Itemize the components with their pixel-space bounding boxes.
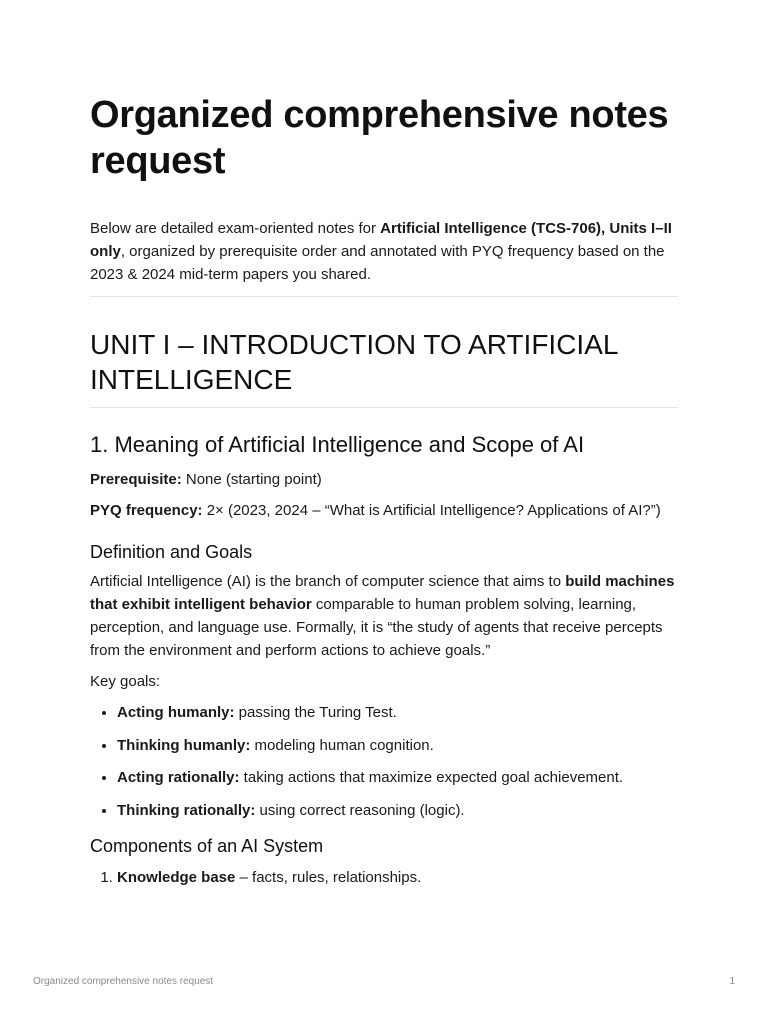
pyq-label: PYQ frequency: xyxy=(90,502,203,519)
key-goals-label: Key goals: xyxy=(90,673,161,690)
subheading-components: Components of an AI System xyxy=(90,835,324,856)
component-text: – facts, rules, relationships. xyxy=(235,868,422,886)
components-list xyxy=(90,866,678,889)
intro-bold-course: Artificial Intelligence (TCS-706), Units I–II only xyxy=(90,220,672,260)
prerequisite-line xyxy=(90,468,678,491)
definition-paragraph xyxy=(90,570,678,662)
list-item xyxy=(117,701,678,724)
definition-text-end: comparable to human problem solving, learning, perception, and language use. Formally, it is “the study of agents that receive percepts from the environment and perform actions to achieve goals.” xyxy=(90,596,663,659)
section-heading: 1. Meaning of Artificial Intelligence and Scope of AI xyxy=(90,432,585,457)
intro-text-end: , organized by prerequisite order and annotated with PYQ frequency based on the 2023 & 2024 mid-term papers you shared. xyxy=(90,243,665,283)
unit-heading: UNIT I – INTRODUCTION TO ARTIFICIAL INTELLIGENCE xyxy=(90,327,678,408)
goal-label: Thinking humanly: xyxy=(117,736,251,754)
key-goals-list xyxy=(90,701,678,822)
goal-text: passing the Turing Test. xyxy=(234,704,397,721)
page-number: 1 xyxy=(729,976,735,987)
pyq-frequency-line xyxy=(90,499,678,522)
footer-title: Organized comprehensive notes request xyxy=(33,976,214,987)
goal-label: Thinking rationally: xyxy=(117,801,256,819)
list-item xyxy=(117,799,678,822)
goal-text: using correct reasoning (logic). xyxy=(255,801,465,819)
list-item xyxy=(117,734,678,757)
definition-bold: build machines that exhibit intelligent behavior xyxy=(90,573,675,613)
goal-text: modeling human cognition. xyxy=(250,736,434,754)
intro-paragraph xyxy=(90,217,678,297)
list-item xyxy=(117,766,678,789)
document-page xyxy=(90,92,678,889)
page-footer xyxy=(33,976,735,987)
page-title: Organized comprehensive notes request xyxy=(90,94,669,182)
goal-label: Acting humanly: xyxy=(117,704,235,721)
prerequisite-value: None (starting point) xyxy=(181,471,322,488)
list-item xyxy=(117,866,678,889)
definition-text: Artificial Intelligence (AI) is the branch of computer science that aims to xyxy=(90,573,566,590)
goal-text: taking actions that maximize expected goal achievement. xyxy=(239,769,624,786)
goal-label: Acting rationally: xyxy=(117,769,240,786)
subheading-definition: Definition and Goals xyxy=(90,542,253,562)
component-label: Knowledge base xyxy=(117,868,236,886)
pyq-value: 2× (2023, 2024 – “What is Artificial Intelligence? Applications of AI?”) xyxy=(202,502,661,519)
intro-text: Below are detailed exam-oriented notes for xyxy=(90,220,381,237)
prerequisite-label: Prerequisite: xyxy=(90,471,182,488)
